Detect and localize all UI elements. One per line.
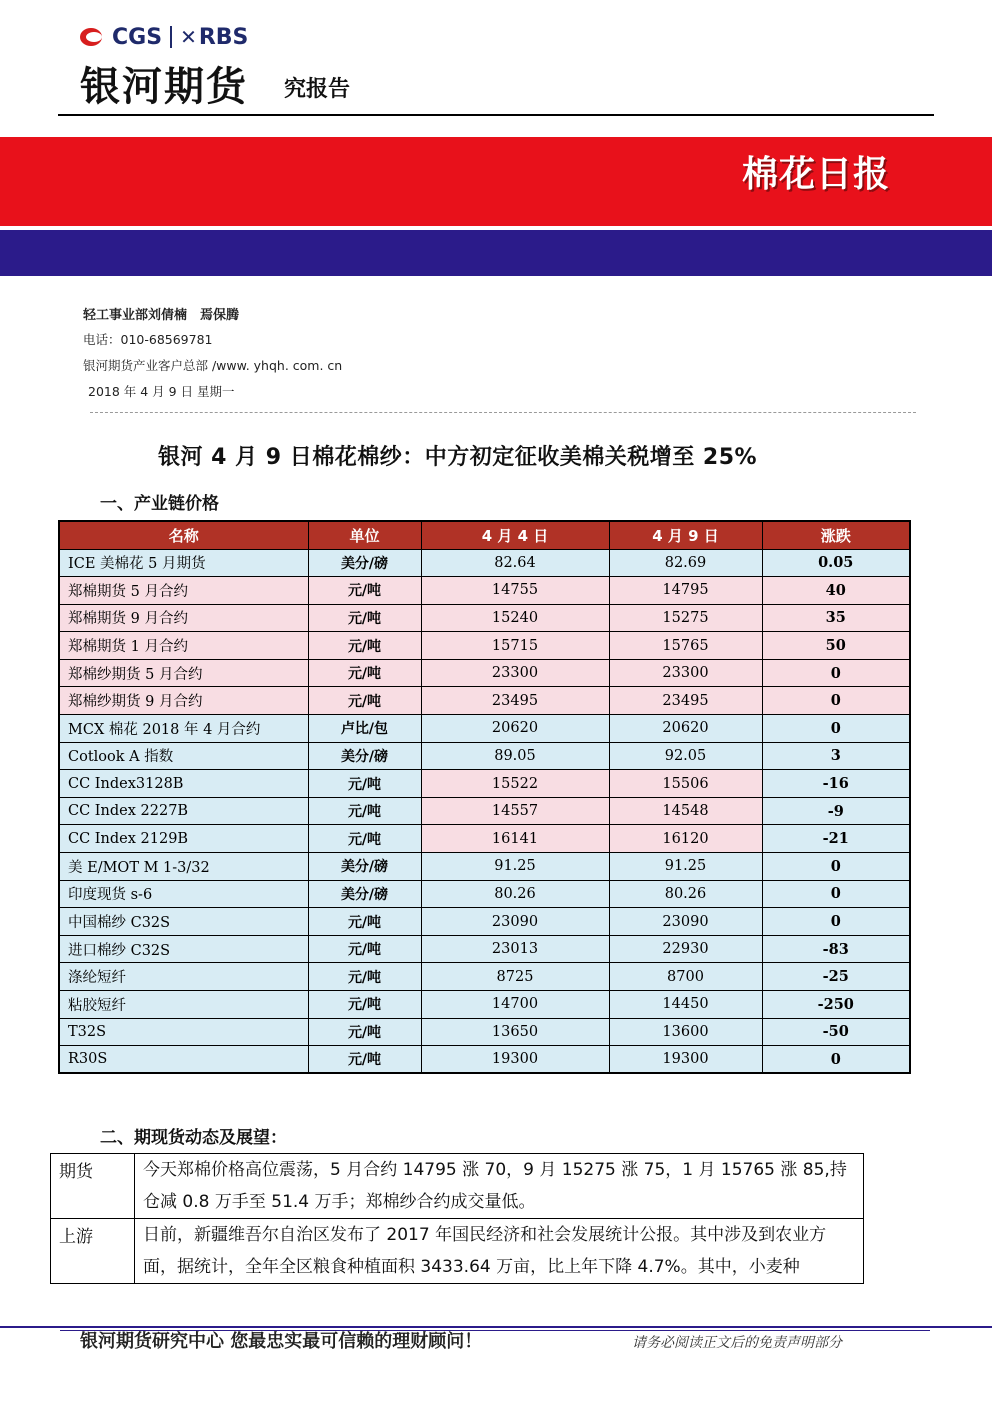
table-header-row bbox=[59, 521, 910, 549]
cell-value-date1: 16141 bbox=[421, 825, 609, 853]
cell-value-date2: 15765 bbox=[609, 632, 762, 660]
cell-unit: 元/吨 bbox=[308, 1046, 421, 1074]
cell-unit: 元/吨 bbox=[308, 991, 421, 1019]
cell-name: 印度现货 s-6 bbox=[59, 880, 308, 908]
cell-value-date1: 15522 bbox=[421, 770, 609, 798]
cell-name: CC Index 2227B bbox=[59, 797, 308, 825]
website: 银河期货产业客户总部 /www. yhqh. com. cn bbox=[83, 358, 343, 373]
cgs-logo-icon bbox=[78, 26, 108, 48]
authors: 轻工事业部刘倩楠 焉保腾 bbox=[83, 308, 240, 323]
cell-value-date1: 82.64 bbox=[421, 549, 609, 577]
cell-name: 郑棉期货 1 月合约 bbox=[59, 632, 308, 660]
cell-change: 0 bbox=[762, 908, 910, 936]
report-date: 2018 年 4 月 9 日 星期一 bbox=[88, 384, 235, 399]
cell-unit: 元/吨 bbox=[308, 687, 421, 715]
cell-unit: 元/吨 bbox=[308, 577, 421, 605]
cell-value-date1: 20620 bbox=[421, 715, 609, 743]
cell-name: 郑棉纱期货 9 月合约 bbox=[59, 687, 308, 715]
table-row bbox=[59, 797, 910, 825]
table-row bbox=[59, 577, 910, 605]
cell-value-date1: 14557 bbox=[421, 797, 609, 825]
header-rule bbox=[58, 114, 934, 116]
cell-value-date2: 15275 bbox=[609, 604, 762, 632]
table-row bbox=[59, 659, 910, 687]
cell-value-date2: 8700 bbox=[609, 963, 762, 991]
cell-name: 郑棉期货 5 月合约 bbox=[59, 577, 308, 605]
cell-change: 0.05 bbox=[762, 549, 910, 577]
cell-unit: 美分/磅 bbox=[308, 853, 421, 881]
cell-value-date1: 8725 bbox=[421, 963, 609, 991]
cell-name: ICE 美棉花 5 月期货 bbox=[59, 549, 308, 577]
cell-value-date2: 14450 bbox=[609, 991, 762, 1019]
cell-change: 50 bbox=[762, 632, 910, 660]
phone: 电话：010-68569781 bbox=[83, 332, 213, 347]
table-row bbox=[59, 908, 910, 936]
table-row bbox=[59, 687, 910, 715]
cell-value-date2: 92.05 bbox=[609, 742, 762, 770]
cell-change: 35 bbox=[762, 604, 910, 632]
cell-name: CC Index3128B bbox=[59, 770, 308, 798]
footer-disclaimer: 请务必阅读正文后的免责声明部分 bbox=[632, 1335, 842, 1351]
footer-slogan: 银河期货研究中心 您最忠实最可信赖的理财顾问！ bbox=[80, 1331, 483, 1352]
dashed-divider bbox=[90, 412, 916, 413]
cell-name: Cotlook A 指数 bbox=[59, 742, 308, 770]
cell-change: 0 bbox=[762, 1046, 910, 1074]
cell-change: 0 bbox=[762, 687, 910, 715]
table-row bbox=[59, 604, 910, 632]
cell-value-date1: 19300 bbox=[421, 1046, 609, 1074]
cell-value-date1: 23300 bbox=[421, 659, 609, 687]
cell-value-date2: 14548 bbox=[609, 797, 762, 825]
cell-value-date1: 89.05 bbox=[421, 742, 609, 770]
cell-value-date1: 15715 bbox=[421, 632, 609, 660]
cell-value-date1: 23495 bbox=[421, 687, 609, 715]
commentary-text: 今天郑棉价格高位震荡，5 月合约 14795 涨 70，9 月 15275 涨 75，1 月 15765 涨 85,持仓减 0.8 万手至 51.4 万手；郑棉纱合约成交量低。 bbox=[135, 1154, 864, 1219]
cell-value-date2: 80.26 bbox=[609, 880, 762, 908]
cell-unit: 元/吨 bbox=[308, 632, 421, 660]
cell-unit: 元/吨 bbox=[308, 908, 421, 936]
page-bottom-mask bbox=[0, 1296, 992, 1326]
cell-value-date2: 15506 bbox=[609, 770, 762, 798]
cell-change: -25 bbox=[762, 963, 910, 991]
commentary-key: 上游 bbox=[51, 1219, 135, 1284]
col-header-date2: 4 月 9 日 bbox=[609, 521, 762, 549]
table-row bbox=[59, 853, 910, 881]
report-title: 棉花日报 bbox=[741, 154, 890, 195]
market-commentary-table bbox=[50, 1153, 864, 1284]
table-row bbox=[59, 632, 910, 660]
commentary-key: 期货 bbox=[51, 1154, 135, 1219]
cell-value-date1: 13650 bbox=[421, 1018, 609, 1046]
article-title: 银河 4 月 9 日棉花棉纱：中方初定征收美棉关税增至 25% bbox=[158, 445, 758, 470]
cell-unit: 元/吨 bbox=[308, 825, 421, 853]
cell-unit: 元/吨 bbox=[308, 604, 421, 632]
logo-cgs-text: CGS bbox=[112, 24, 163, 50]
cell-change: 0 bbox=[762, 853, 910, 881]
cell-change: -9 bbox=[762, 797, 910, 825]
cell-value-date2: 20620 bbox=[609, 715, 762, 743]
col-header-unit: 单位 bbox=[308, 521, 421, 549]
cell-value-date2: 19300 bbox=[609, 1046, 762, 1074]
rbs-logo-icon: ✕ bbox=[180, 25, 197, 49]
cell-value-date1: 23013 bbox=[421, 935, 609, 963]
table-row bbox=[59, 963, 910, 991]
cell-name: CC Index 2129B bbox=[59, 825, 308, 853]
cell-name: R30S bbox=[59, 1046, 308, 1074]
cell-unit: 美分/磅 bbox=[308, 549, 421, 577]
cell-change: 0 bbox=[762, 659, 910, 687]
cell-value-date2: 13600 bbox=[609, 1018, 762, 1046]
cell-value-date2: 23090 bbox=[609, 908, 762, 936]
cell-change: 0 bbox=[762, 880, 910, 908]
cell-value-date1: 80.26 bbox=[421, 880, 609, 908]
cell-unit: 卢比/包 bbox=[308, 715, 421, 743]
col-header-change: 涨跌 bbox=[762, 521, 910, 549]
commentary-row bbox=[51, 1154, 864, 1219]
section-title-outlook: 二、期现货动态及展望： bbox=[100, 1128, 287, 1148]
section-title-prices: 一、产业链价格 bbox=[100, 494, 219, 514]
company-logo bbox=[78, 22, 248, 52]
cell-value-date1: 15240 bbox=[421, 604, 609, 632]
cell-unit: 元/吨 bbox=[308, 659, 421, 687]
cell-value-date1: 14700 bbox=[421, 991, 609, 1019]
price-table bbox=[58, 520, 911, 1074]
cell-unit: 元/吨 bbox=[308, 963, 421, 991]
logo-rbs-text: RBS bbox=[198, 24, 249, 50]
cell-value-date1: 14755 bbox=[421, 577, 609, 605]
cell-change: -250 bbox=[762, 991, 910, 1019]
cell-change: -21 bbox=[762, 825, 910, 853]
navy-banner bbox=[0, 230, 992, 276]
cell-name: MCX 棉花 2018 年 4 月合约 bbox=[59, 715, 308, 743]
cell-change: 3 bbox=[762, 742, 910, 770]
commentary-row bbox=[51, 1219, 864, 1284]
report-subtitle: 究报告 bbox=[284, 77, 351, 102]
col-header-date1: 4 月 4 日 bbox=[421, 521, 609, 549]
table-row bbox=[59, 742, 910, 770]
table-row bbox=[59, 1046, 910, 1074]
table-row bbox=[59, 770, 910, 798]
table-row bbox=[59, 549, 910, 577]
commentary-text: 日前，新疆维吾尔自治区发布了 2017 年国民经济和社会发展统计公报。其中涉及到农业方面，据统计，全年全区粮食种植面积 3433.64 万亩，比上年下降 4.7%。其中，小麦种 bbox=[135, 1219, 864, 1284]
cell-value-date1: 91.25 bbox=[421, 853, 609, 881]
table-row bbox=[59, 825, 910, 853]
cell-value-date2: 82.69 bbox=[609, 549, 762, 577]
cell-change: 0 bbox=[762, 715, 910, 743]
cell-unit: 美分/磅 bbox=[308, 742, 421, 770]
cell-name: T32S bbox=[59, 1018, 308, 1046]
cell-value-date2: 91.25 bbox=[609, 853, 762, 881]
cell-name: 粘胶短纤 bbox=[59, 991, 308, 1019]
cell-value-date2: 14795 bbox=[609, 577, 762, 605]
cell-value-date1: 23090 bbox=[421, 908, 609, 936]
cell-value-date2: 22930 bbox=[609, 935, 762, 963]
cell-value-date2: 23300 bbox=[609, 659, 762, 687]
table-row bbox=[59, 1018, 910, 1046]
cell-unit: 元/吨 bbox=[308, 770, 421, 798]
logo-divider bbox=[170, 26, 172, 48]
cell-name: 美 E/MOT M 1-3/32 bbox=[59, 853, 308, 881]
cell-name: 郑棉期货 9 月合约 bbox=[59, 604, 308, 632]
cell-unit: 元/吨 bbox=[308, 935, 421, 963]
cell-name: 郑棉纱期货 5 月合约 bbox=[59, 659, 308, 687]
cell-unit: 元/吨 bbox=[308, 797, 421, 825]
cell-value-date2: 23495 bbox=[609, 687, 762, 715]
cell-change: 40 bbox=[762, 577, 910, 605]
cell-unit: 美分/磅 bbox=[308, 880, 421, 908]
table-row bbox=[59, 991, 910, 1019]
col-header-name: 名称 bbox=[59, 521, 308, 549]
cell-name: 进口棉纱 C32S bbox=[59, 935, 308, 963]
cell-name: 中国棉纱 C32S bbox=[59, 908, 308, 936]
table-row bbox=[59, 880, 910, 908]
cell-name: 涤纶短纤 bbox=[59, 963, 308, 991]
cell-value-date2: 16120 bbox=[609, 825, 762, 853]
cell-change: -16 bbox=[762, 770, 910, 798]
cell-unit: 元/吨 bbox=[308, 1018, 421, 1046]
company-name: 银河期货 bbox=[80, 64, 248, 110]
cell-change: -50 bbox=[762, 1018, 910, 1046]
table-row bbox=[59, 715, 910, 743]
table-row bbox=[59, 935, 910, 963]
cell-change: -83 bbox=[762, 935, 910, 963]
